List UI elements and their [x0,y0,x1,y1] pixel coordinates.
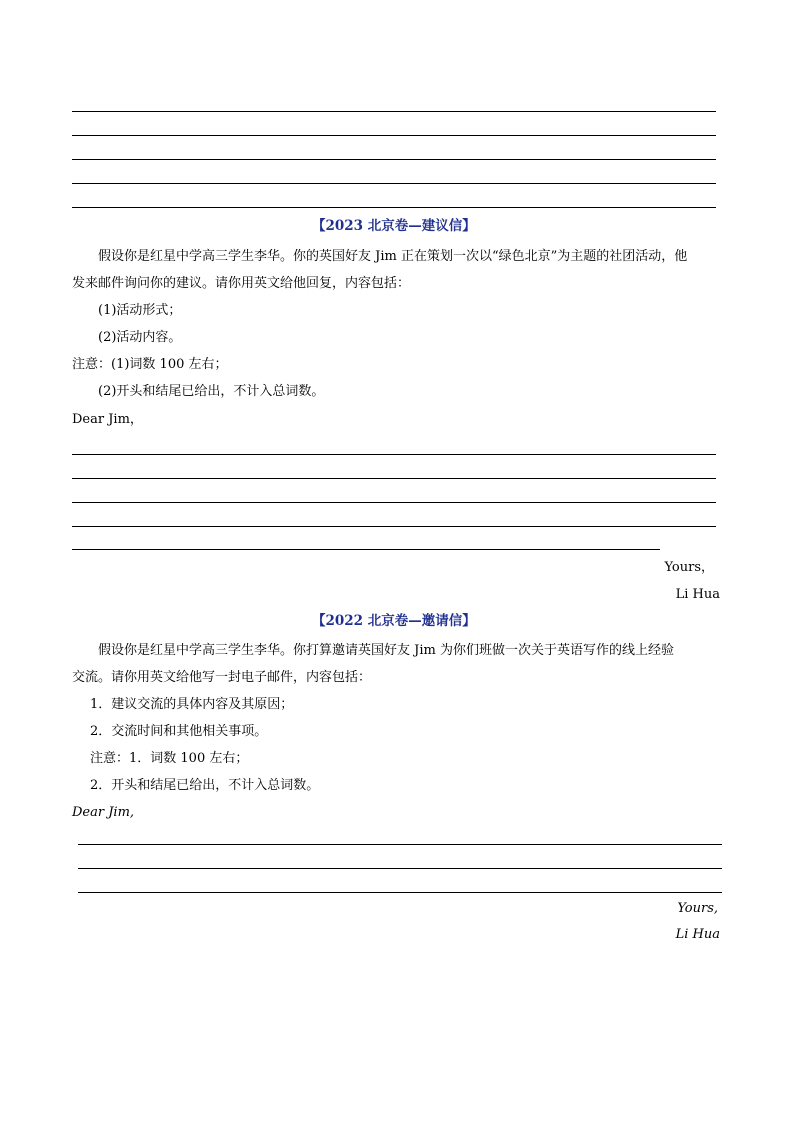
section-2023-title: 【2023 北京卷—建议信】 [312,218,476,234]
section-2023-note-2: (2)开头和结尾已给出，不计入总词数。 [98,384,325,399]
section-2022-title: 【2022 北京卷—邀请信】 [312,613,476,629]
section-2023-paragraph-line-1: 假设你是红星中学高三学生李华。你的英国好友 Jim 正在策划一次以“绿色北京”为主题的社团活动，他 [98,249,688,264]
section-2023-salutation: Dear Jim， [72,412,143,427]
writing-line [72,111,716,112]
writing-line [78,892,722,893]
section-2022-note-2: 2．开头和结尾已给出，不计入总词数。 [90,778,320,793]
writing-line [78,868,722,869]
writing-line [78,844,722,845]
section-2023-item-2: (2)活动内容。 [98,330,182,345]
section-2023-note-1: 注意：(1)词数 100 左右； [72,357,228,372]
section-2022-signature: Li Hua [675,927,720,942]
writing-line [72,502,716,503]
section-2022-item-2: 2．交流时间和其他相关事项。 [90,724,268,739]
writing-line [72,549,660,550]
section-2022-item-1: 1．建议交流的具体内容及其原因； [90,697,294,712]
section-2022-paragraph-line-1: 假设你是红星中学高三学生李华。你打算邀请英国好友 Jim 为你们班做一次关于英语写作的线上经验 [98,643,674,658]
section-2023-paragraph-line-2: 发来邮件询问你的建议。请你用英文给他回复，内容包括： [72,276,411,291]
writing-line [72,207,716,208]
section-2023-item-1: (1)活动形式； [98,303,182,318]
writing-line [72,159,716,160]
writing-line [72,478,716,479]
section-2022-note-1: 注意：1．词数 100 左右； [90,751,249,766]
section-2023-signature: Li Hua [675,587,720,602]
writing-line [72,135,716,136]
section-2023-closing: Yours， [664,560,714,575]
writing-line [72,183,716,184]
writing-line [72,526,716,527]
section-2022-closing: Yours, [677,901,718,916]
section-2022-paragraph-line-2: 交流。请你用英文给他写一封电子邮件，内容包括： [72,670,372,685]
section-2022-salutation: Dear Jim, [72,805,135,820]
writing-line [72,454,716,455]
